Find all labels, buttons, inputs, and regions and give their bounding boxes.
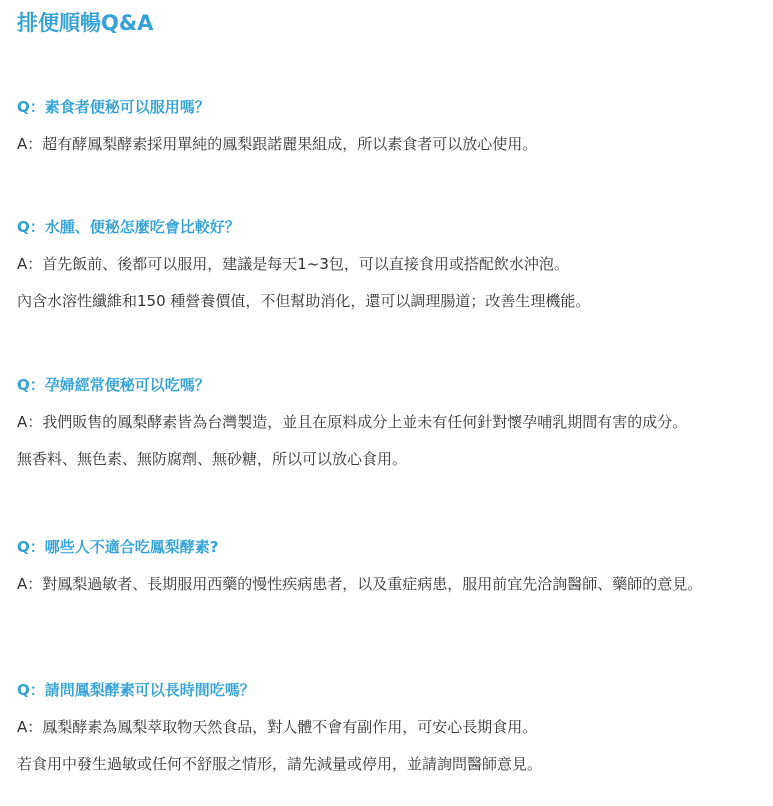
faq-question: Q：水腫、便秘怎麼吃會比較好？ [17,218,240,236]
faq-answer-detail: 若食用中發生過敏或任何不舒服之情形，請先減量或停用，並請詢問醫師意見。 [17,755,543,773]
faq-answer-detail: 內含水溶性纖維和150 種營養價值，不但幫助消化，還可以調理腸道；改善生理機能。 [17,292,591,310]
faq-question: Q：請問鳳梨酵素可以長時間吃嗎？ [17,681,255,699]
faq-answer: A：鳳梨酵素為鳳梨萃取物天然食品，對人體不會有副作用，可安心長期食用。 [17,718,538,736]
faq-answer: A：我們販售的鳳梨酵素皆為台灣製造，並且在原料成分上並未有任何針對懷孕哺乳期間有害的成分。 [17,413,688,431]
faq-question: Q：素食者便秘可以服用嗎？ [17,98,210,116]
faq-answer: A：對鳳梨過敏者、長期服用西藥的慢性疾病患者，以及重症病患，服用前宜先洽詢醫師、藥師的意見。 [17,575,703,593]
faq-item-pregnancy [17,374,767,470]
faq-answer: A：超有酵鳳梨酵素採用單純的鳳梨跟諾麗果組成，所以素食者可以放心使用。 [17,135,538,153]
page-title: 排便順暢Q&A [17,11,154,35]
faq-item-not-suitable [17,536,767,595]
faq-answer: A：首先飯前、後都可以服用，建議是每天1~3包，可以直接食用或搭配飲水沖泡。 [17,255,569,273]
faq-question: Q：孕婦經常便秘可以吃嗎？ [17,376,210,394]
faq-item-vegetarian [17,96,767,155]
faq-answer-detail: 無香料、無色素、無防腐劑、無砂糖，所以可以放心食用。 [17,450,408,468]
faq-item-edema-constipation [17,216,767,312]
faq-item-long-term [17,679,767,775]
faq-question: Q：哪些人不適合吃鳳梨酵素? [17,538,219,556]
